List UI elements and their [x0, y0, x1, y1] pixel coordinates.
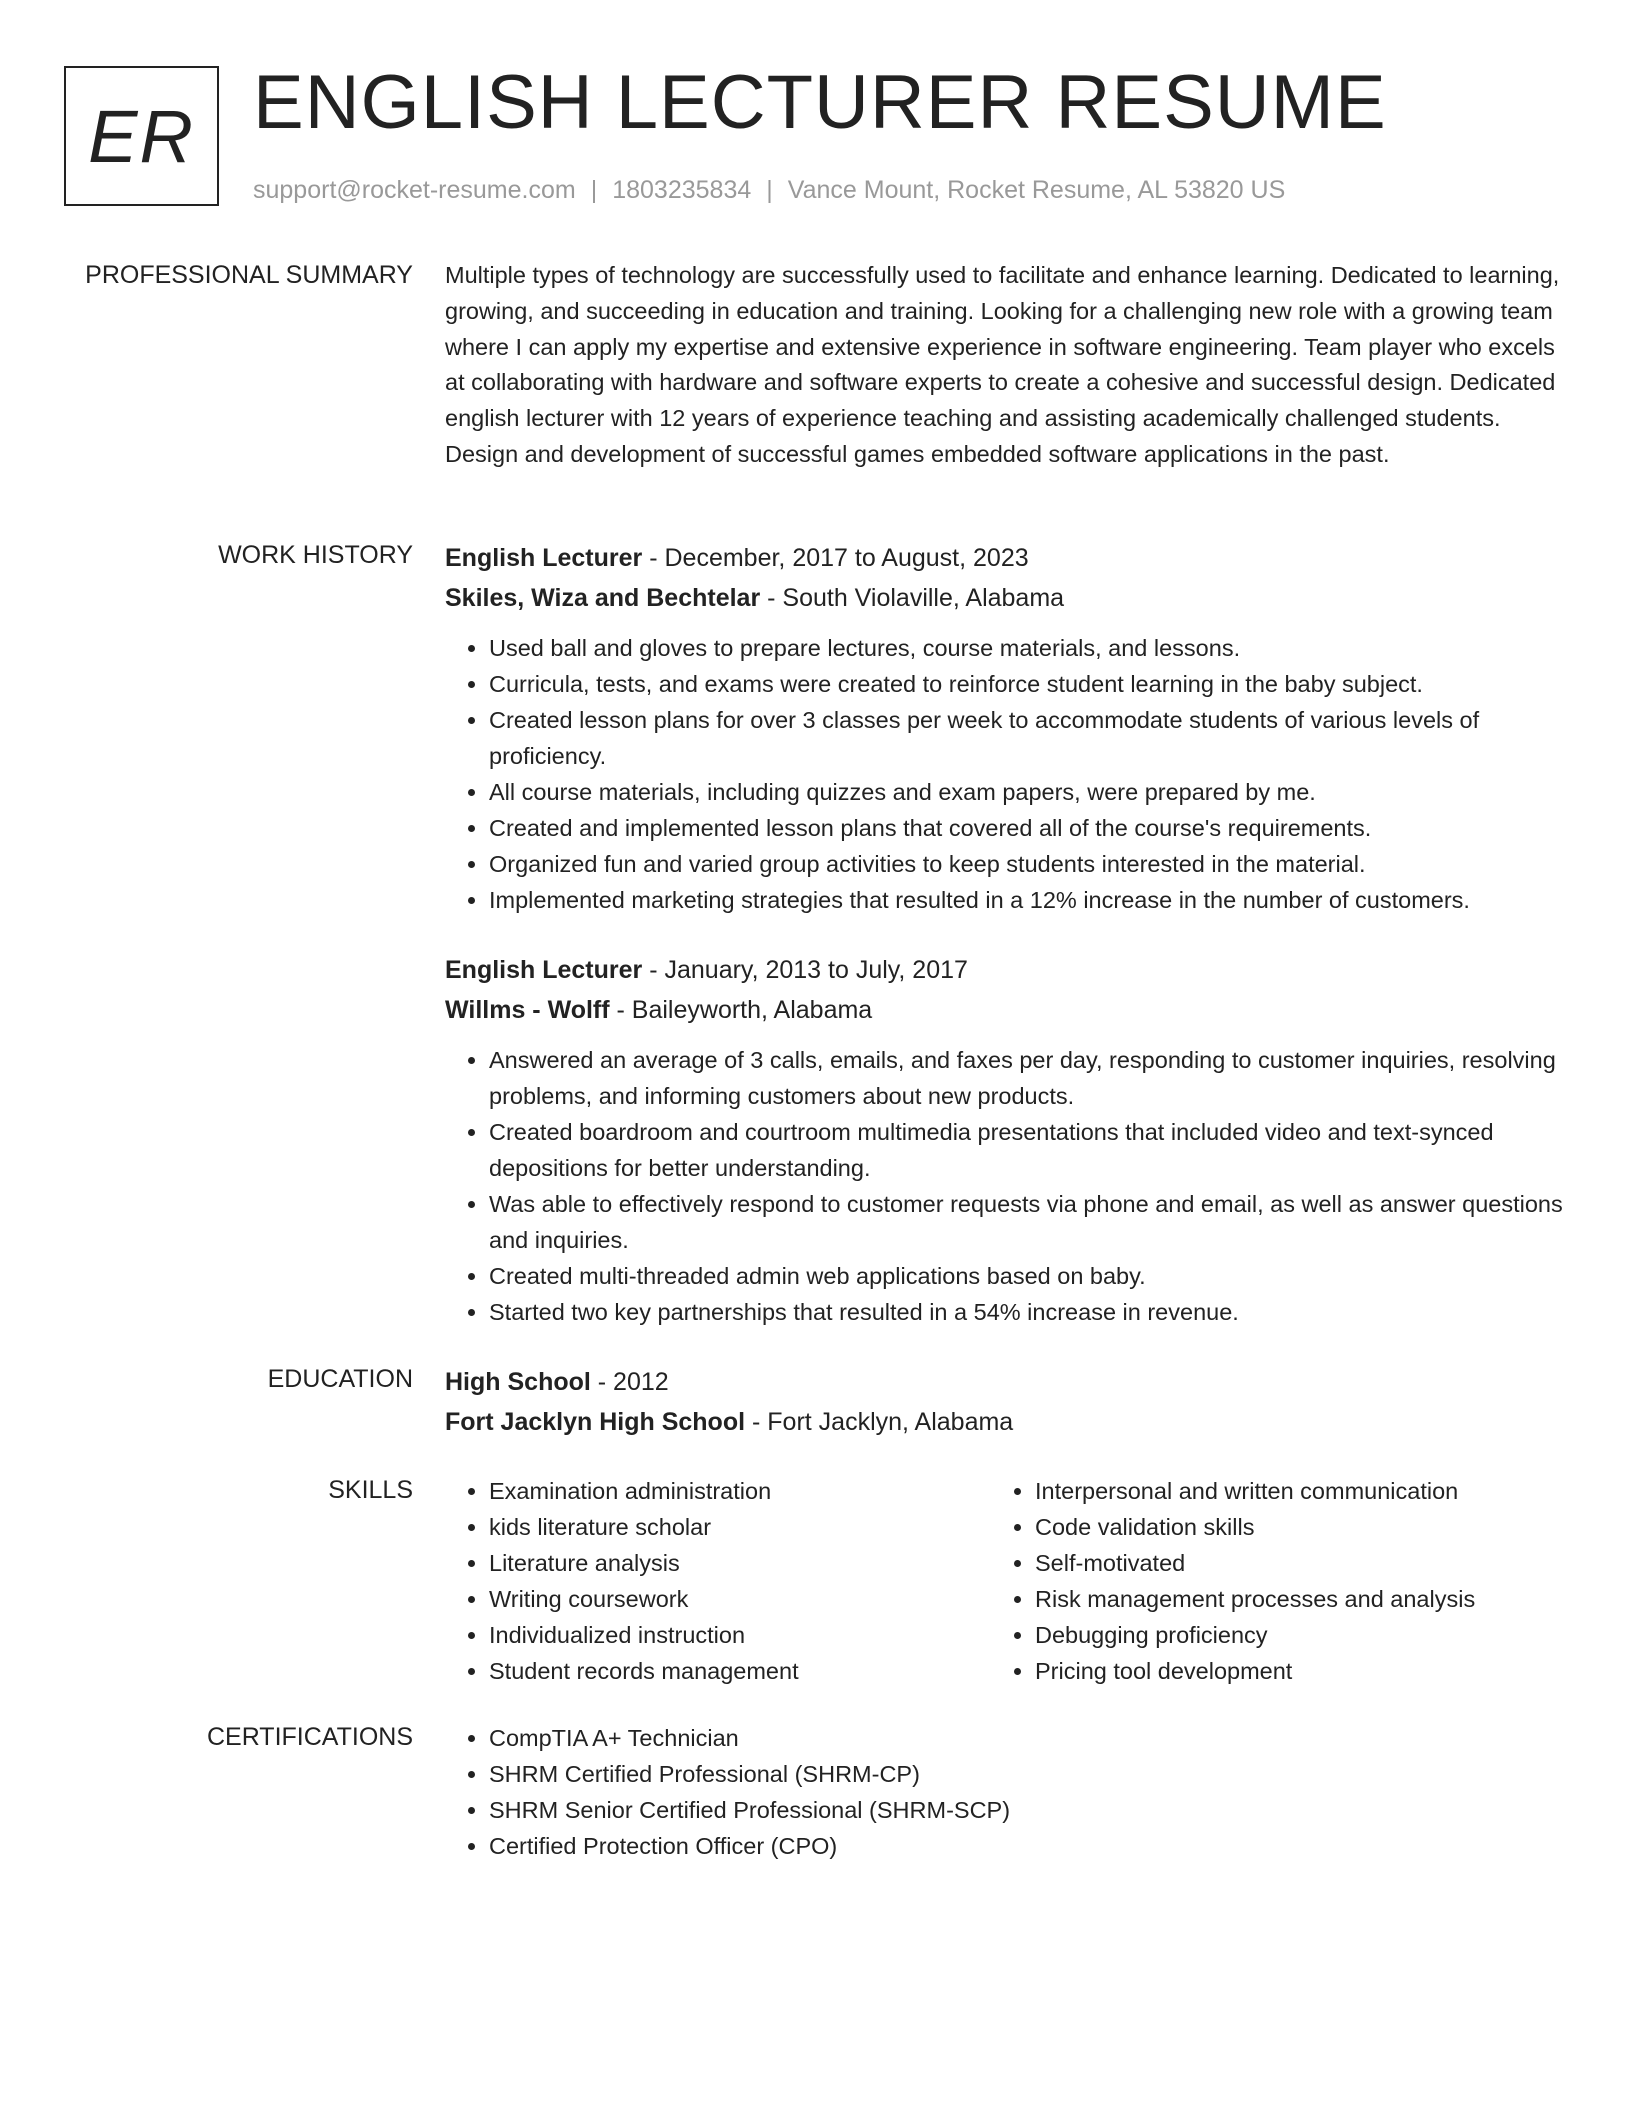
job-dates: - December, 2017 to August, 2023 — [642, 544, 1029, 572]
job-bullet: • Created lesson plans for over 3 classes per week to accommodate students of various levels of proficiency. — [489, 702, 1565, 774]
education-year: - 2012 — [590, 1368, 669, 1396]
education-degree: High School — [445, 1368, 591, 1396]
education-school: Fort Jacklyn High School — [445, 1408, 746, 1436]
contact-separator: | — [766, 176, 773, 204]
summary-text: Multiple types of technology are successfully used to facilitate and enhance learning. Dedicated to learning, growing, and succeeding in education and training. Looking for a challenging new role with a growing team where I can apply my expertise and extensive experience in software engineering. Team player who excels at collaborating with hardware and software experts to create a cohesive and successful design. Dedicated english lecturer with 12 years of experience teaching and assisting academically challenged students. Design and development of successful games embedded software applications in the past. — [445, 262, 1560, 467]
contact-address: Vance Mount, Rocket Resume, AL 53820 US — [787, 176, 1286, 204]
skill-item: • kids literature scholar — [489, 1509, 991, 1545]
job-bullet: • Created multi-threaded admin web applications based on baby. — [489, 1258, 1565, 1294]
certification-item: • Certified Protection Officer (CPO) — [489, 1828, 1565, 1864]
certifications-body — [445, 1720, 1565, 1864]
certification-item: • CompTIA A+ Technician — [489, 1720, 1565, 1756]
job-bullet: • All course materials, including quizzes and exam papers, were prepared by me. — [489, 774, 1565, 810]
contact-email[interactable]: support@rocket-resume.com — [253, 176, 576, 204]
contact-line — [253, 173, 1285, 207]
job-company: Willms - Wolff — [445, 996, 610, 1024]
job-bullet: • Used ball and gloves to prepare lectures, course materials, and lessons. — [489, 630, 1565, 666]
job-entry — [445, 950, 1565, 1330]
education-location: - Fort Jacklyn, Alabama — [745, 1408, 1014, 1436]
job-location: - South Violaville, Alabama — [760, 584, 1065, 612]
resume-title: ENGLISH LECTURER RESUME — [253, 60, 1387, 145]
section-label-certifications: CERTIFICATIONS — [206, 1723, 413, 1751]
job-entry — [445, 538, 1565, 918]
job-company: Skiles, Wiza and Bechtelar — [445, 584, 761, 612]
job-bullet: • Created and implemented lesson plans that covered all of the course's requirements. — [489, 810, 1565, 846]
job-title: English Lecturer — [445, 956, 643, 984]
job-title-line — [445, 538, 1565, 578]
skill-item: • Code validation skills — [1035, 1509, 1537, 1545]
work-body — [445, 538, 1565, 1330]
monogram: ER — [64, 66, 219, 206]
job-bullet: • Curricula, tests, and exams were created to reinforce student learning in the baby subject. — [489, 666, 1565, 702]
skill-item: • Literature analysis — [489, 1545, 991, 1581]
certifications-list — [445, 1720, 1565, 1864]
skill-item: • Writing coursework — [489, 1581, 991, 1617]
section-label-skills: SKILLS — [328, 1476, 413, 1504]
job-location: - Baileyworth, Alabama — [609, 996, 873, 1024]
job-bullets — [445, 1042, 1565, 1330]
job-bullet: • Started two key partnerships that resulted in a 54% increase in revenue. — [489, 1294, 1565, 1330]
education-body — [445, 1362, 1565, 1442]
job-bullet: • Was able to effectively respond to customer requests via phone and email, as well as answer questions and inquiries. — [489, 1186, 1565, 1258]
job-title: English Lecturer — [445, 544, 643, 572]
section-label-work: WORK HISTORY — [218, 541, 413, 569]
job-title-line — [445, 950, 1565, 990]
skill-item: • Interpersonal and written communication — [1035, 1473, 1537, 1509]
contact-phone[interactable]: 1803235834 — [612, 176, 752, 204]
certification-item: • SHRM Certified Professional (SHRM-CP) — [489, 1756, 1565, 1792]
skill-item: • Risk management processes and analysis — [1035, 1581, 1537, 1617]
skill-item: • Self-motivated — [1035, 1545, 1537, 1581]
skill-item: • Student records management — [489, 1653, 991, 1689]
job-bullet: • Organized fun and varied group activities to keep students interested in the material. — [489, 846, 1565, 882]
job-company-line — [445, 990, 1565, 1030]
section-label-education: EDUCATION — [267, 1365, 413, 1393]
job-company-line — [445, 578, 1565, 618]
skill-item: • Examination administration — [489, 1473, 991, 1509]
job-dates: - January, 2013 to July, 2017 — [642, 956, 968, 984]
skills-grid — [445, 1473, 1565, 1689]
job-bullet: • Implemented marketing strategies that resulted in a 12% increase in the number of customers. — [489, 882, 1565, 918]
skills-column-right — [991, 1473, 1537, 1689]
skill-item: • Pricing tool development — [1035, 1653, 1537, 1689]
skill-item: • Individualized instruction — [489, 1617, 991, 1653]
contact-separator: | — [590, 176, 598, 204]
skill-item: • Debugging proficiency — [1035, 1617, 1537, 1653]
section-label-summary: PROFESSIONAL SUMMARY — [85, 261, 413, 289]
skills-column-left — [445, 1473, 991, 1689]
job-bullet: • Created boardroom and courtroom multimedia presentations that included video and text-synced depositions for better understanding. — [489, 1114, 1565, 1186]
certification-item: • SHRM Senior Certified Professional (SHRM-SCP) — [489, 1792, 1565, 1828]
job-bullet: • Answered an average of 3 calls, emails, and faxes per day, responding to customer inquiries, resolving problems, and informing customers about new products. — [489, 1042, 1565, 1114]
job-bullets — [445, 630, 1565, 918]
summary-body — [445, 258, 1565, 473]
education-school-line — [445, 1402, 1565, 1442]
education-degree-line — [445, 1362, 1565, 1402]
